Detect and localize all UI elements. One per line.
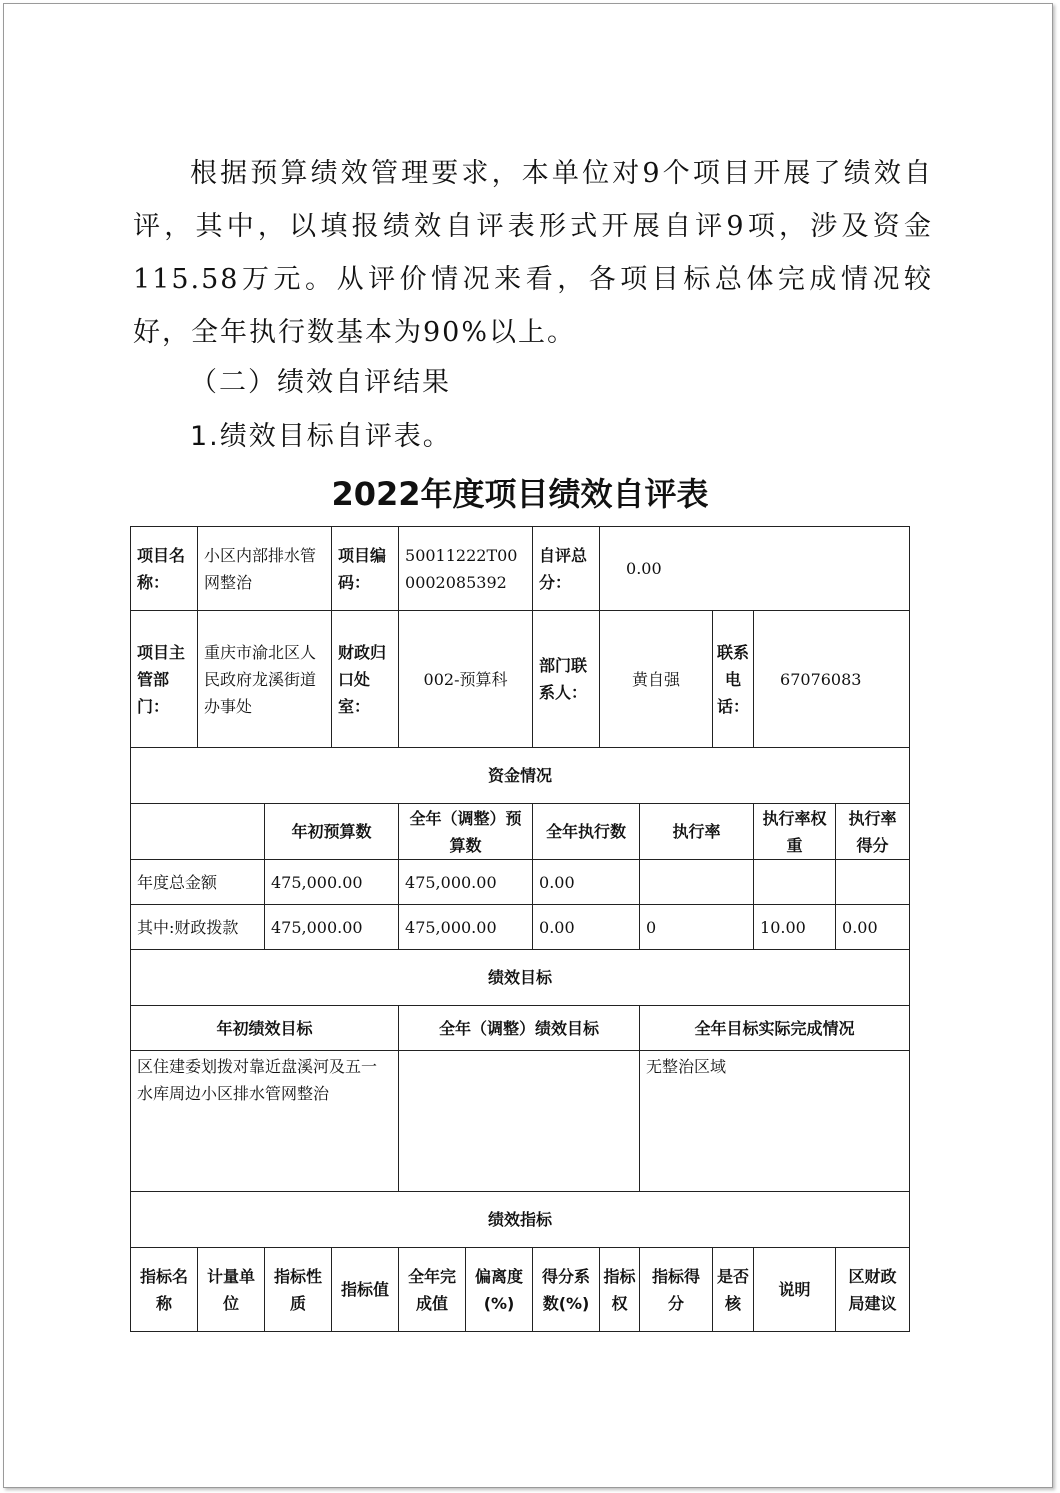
contact-label: 部门联系人：: [533, 611, 600, 748]
funds-cell: 0: [640, 905, 754, 950]
funds-cell: [836, 860, 910, 905]
self-evaluation-table: [130, 526, 910, 1332]
indicators-section-title: 绩效指标: [131, 1192, 910, 1248]
phone-label: 联系电话：: [713, 611, 754, 748]
goal-adjusted: [399, 1051, 640, 1192]
self-score-label: 自评总分：: [533, 527, 600, 611]
funds-cell: 0.00: [533, 860, 640, 905]
self-score: 0.00: [600, 527, 910, 611]
indicator-header-value: 指标值: [332, 1248, 399, 1332]
sub-heading: 1.绩效目标自评表。: [190, 421, 452, 452]
funds-cell: 475,000.00: [399, 905, 533, 950]
finance-label: 财政归口处室：: [332, 611, 399, 748]
funds-row-label: 年度总金额: [131, 860, 265, 905]
funds-cell: 475,000.00: [265, 860, 399, 905]
dept-label: 项目主管部门：: [131, 611, 198, 748]
indicator-header-name: 指标名称: [131, 1248, 198, 1332]
funds-section-title: 资金情况: [131, 748, 910, 804]
goals-header-adjusted: 全年（调整）绩效目标: [399, 1006, 640, 1051]
indicator-header-nature: 指标性质: [265, 1248, 332, 1332]
indicator-header-completed: 全年完成值: [399, 1248, 466, 1332]
funds-header-exec-rate: 执行率: [640, 804, 754, 860]
indicator-header-core: 是否核: [713, 1248, 754, 1332]
funds-header-blank: [131, 804, 265, 860]
goals-section-title: 绩效目标: [131, 950, 910, 1006]
funds-header-adjusted-budget: 全年（调整）预算数: [399, 804, 533, 860]
indicator-header-coefficient: 得分系数(%): [533, 1248, 600, 1332]
goal-actual: 无整治区域: [640, 1051, 910, 1192]
funds-cell: 0.00: [533, 905, 640, 950]
project-code-label: 项目编码：: [332, 527, 399, 611]
contact-value: 黄自强: [600, 611, 713, 748]
section-heading: （二）绩效自评结果: [190, 367, 451, 398]
phone-value: 67076083: [754, 611, 910, 748]
funds-header-rate-weight: 执行率权重: [754, 804, 836, 860]
indicator-header-deviation: 偏离度(%): [466, 1248, 533, 1332]
funds-cell: 475,000.00: [265, 905, 399, 950]
indicator-header-note: 说明: [754, 1248, 836, 1332]
goals-header-initial: 年初绩效目标: [131, 1006, 399, 1051]
funds-header-executed: 全年执行数: [533, 804, 640, 860]
table-title: 2022年度项目绩效自评表: [331, 475, 709, 513]
funds-cell: [754, 860, 836, 905]
finance-value: 002-预算科: [399, 611, 533, 748]
goal-initial: 区住建委划拨对靠近盘溪河及五一水库周边小区排水管网整治: [131, 1051, 399, 1192]
funds-header-rate-score: 执行率得分: [836, 804, 910, 860]
project-name-label: 项目名称：: [131, 527, 198, 611]
funds-header-initial-budget: 年初预算数: [265, 804, 399, 860]
funds-cell: 475,000.00: [399, 860, 533, 905]
indicator-header-weight: 指标权: [600, 1248, 640, 1332]
funds-cell: 10.00: [754, 905, 836, 950]
indicator-header-suggestion: 区财政局建议: [836, 1248, 910, 1332]
indicator-header-unit: 计量单位: [198, 1248, 265, 1332]
goals-header-actual: 全年目标实际完成情况: [640, 1006, 910, 1051]
intro-paragraph: 根据预算绩效管理要求，本单位对9个项目开展了绩效自评，其中，以填报绩效自评表形式开展自评9项，涉及资金115.58万元。从评价情况来看，各项目标总体完成情况较好，全年执行数基本为90%以上。: [133, 158, 933, 348]
funds-cell: 0.00: [836, 905, 910, 950]
dept-value: 重庆市渝北区人民政府龙溪街道办事处: [198, 611, 332, 748]
funds-row-label: 其中:财政拨款: [131, 905, 265, 950]
project-code: 50011222T000002085392: [399, 527, 533, 611]
project-name: 小区内部排水管网整治: [198, 527, 332, 611]
indicator-header-score: 指标得分: [640, 1248, 713, 1332]
funds-cell: [640, 860, 754, 905]
